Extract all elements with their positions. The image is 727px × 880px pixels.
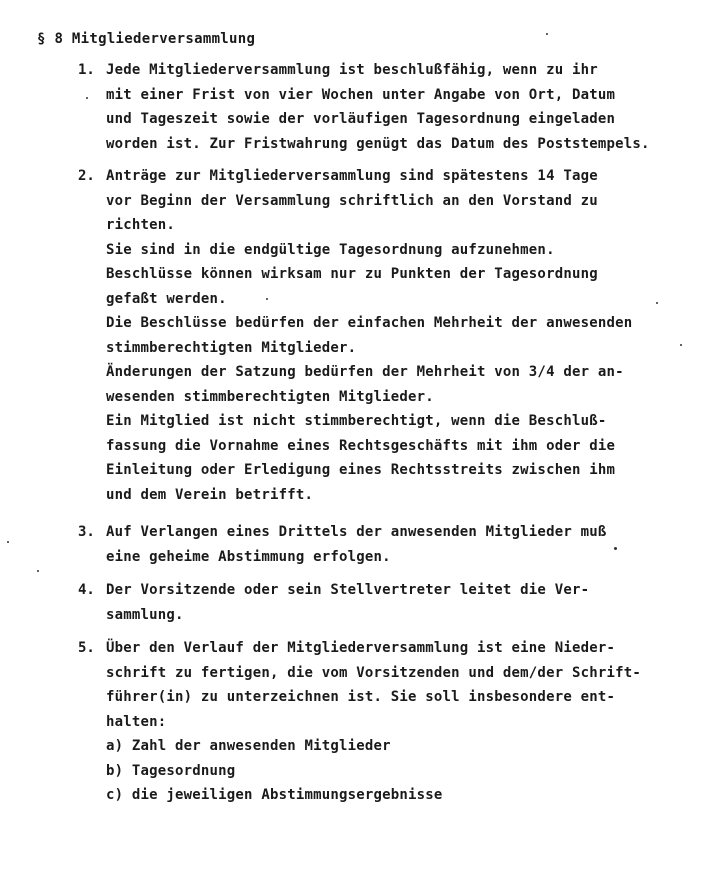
text-line: mit einer Frist von vier Wochen unter Angabe von Ort, Datum: [106, 86, 616, 103]
item-number: 2.: [78, 168, 95, 184]
item-text: [106, 636, 726, 808]
text-line: Ein Mitglied ist nicht stimmberechtigt, wenn die Beschluß-: [106, 413, 607, 429]
item-number: 1.: [78, 62, 95, 78]
scan-speck: [614, 547, 617, 550]
text-line: worden ist. Zur Fristwahrung genügt das Datum des Poststempels.: [106, 135, 650, 152]
text-line: fassung die Vornahme eines Rechtsgeschäfts mit ihm oder die: [106, 437, 616, 454]
item-text: [106, 58, 726, 156]
text-line: vor Beginn der Versammlung schriftlich an den Vorstand zu: [106, 192, 598, 209]
text-line: Über den Verlauf der Mitgliederversammlung ist eine Nieder-: [106, 640, 616, 656]
scan-speck: [656, 302, 658, 304]
text-line: Beschlüsse können wirksam nur zu Punkten der Tagesordnung: [106, 266, 598, 282]
scan-speck: [7, 541, 9, 543]
text-line: Änderungen der Satzung bedürfen der Mehrheit von 3/4 der an-: [106, 364, 624, 380]
text-line: Der Vorsitzende oder sein Stellvertreter leitet die Ver-: [106, 582, 590, 598]
text-line: stimmberechtigten Mitglieder.: [106, 339, 357, 356]
text-line: gefaßt werden.: [106, 290, 227, 307]
text-line: sammlung.: [106, 606, 184, 623]
text-line: Auf Verlangen eines Drittels der anwesenden Mitglieder muß: [106, 524, 607, 540]
text-line: Die Beschlüsse bedürfen der einfachen Mehrheit der anwesenden: [106, 315, 633, 331]
item-number: 5.: [78, 640, 95, 656]
item-number: 3.: [78, 524, 95, 540]
text-line: führer(in) zu unterzeichnen ist. Sie soll insbesondere ent-: [106, 689, 616, 705]
item-number: 4.: [78, 582, 95, 598]
text-line: c) die jeweiligen Abstimmungsergebnisse: [106, 787, 443, 803]
scan-speck: [680, 344, 682, 346]
text-line: und Tageszeit sowie der vorläufigen Tagesordnung eingeladen: [106, 111, 616, 127]
text-line: a) Zahl der anwesenden Mitglieder: [106, 738, 391, 754]
scan-speck: [546, 33, 548, 35]
text-line: Anträge zur Mitgliederversammlung sind spätestens 14 Tage: [106, 168, 598, 184]
text-line: halten:: [106, 713, 167, 730]
text-line: Jede Mitgliederversammlung ist beschlußfähig, wenn zu ihr: [106, 62, 598, 78]
text-line: schrift zu fertigen, die vom Vorsitzenden und dem/der Schrift-: [106, 664, 641, 681]
item-text: [106, 164, 726, 507]
scan-speck: [86, 97, 88, 99]
text-line: b) Tagesordnung: [106, 762, 236, 779]
text-line: und dem Verein betrifft.: [106, 486, 314, 503]
scan-speck: [266, 298, 268, 300]
text-line: eine geheime Abstimmung erfolgen.: [106, 548, 391, 565]
section-heading: § 8 Mitgliederversammlung: [37, 31, 256, 47]
text-line: wesenden stimmberechtigten Mitglieder.: [106, 388, 434, 405]
item-text: [106, 578, 726, 627]
item-text: [106, 520, 726, 569]
text-line: Einleitung oder Erledigung eines Rechtsstreits zwischen ihm: [106, 462, 616, 478]
text-line: richten.: [106, 217, 176, 233]
text-line: Sie sind in die endgültige Tagesordnung aufzunehmen.: [106, 241, 555, 258]
scan-speck: [37, 570, 39, 572]
